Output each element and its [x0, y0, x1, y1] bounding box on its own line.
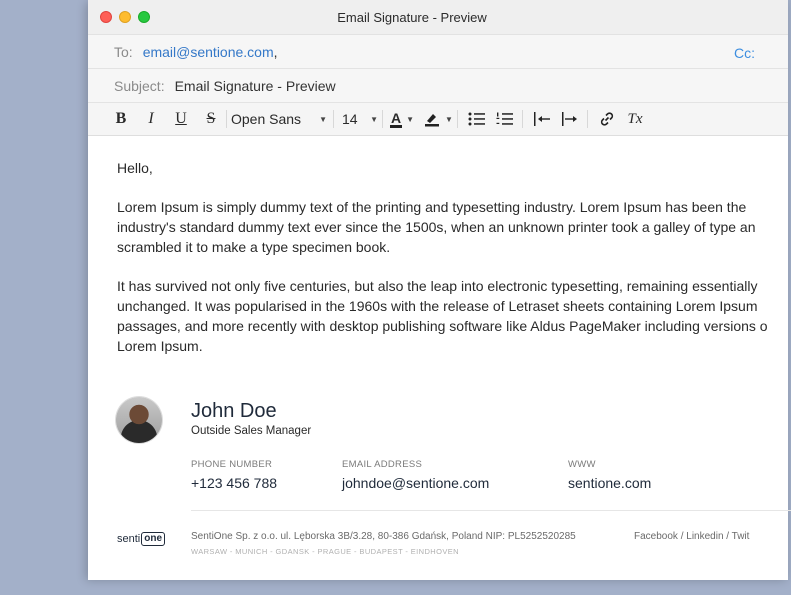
- to-separator: ,: [273, 43, 278, 60]
- title-bar: [88, 0, 788, 35]
- font-family-value: Open Sans: [231, 111, 302, 127]
- greeting: Hello,: [117, 160, 153, 176]
- subject-field[interactable]: Email Signature - Preview: [174, 77, 336, 94]
- text-line: Lorem Ipsum is simply dummy text of the printing and typesetting industry. Lorem Ipsum has been the: [117, 199, 747, 215]
- text-line: Lorem Ipsum.: [117, 338, 203, 354]
- toolbar-divider: [522, 110, 523, 128]
- company-info: SentiOne Sp. z o.o. ul. Lęborska 3B/3.28, 80-386 Gdańsk, Poland NIP: PL5252520285: [191, 531, 576, 542]
- office-cities: WARSAW - MUNICH - GDANSK - PRAGUE - BUDAPEST - EINDHOVEN: [191, 547, 459, 556]
- numbered-list-button[interactable]: [492, 107, 518, 131]
- font-size-value: 14: [342, 111, 358, 127]
- toolbar-divider: [587, 110, 588, 128]
- bold-button[interactable]: B: [115, 110, 127, 127]
- www-value[interactable]: sentione.com: [568, 475, 652, 491]
- phone-label: PHONE NUMBER: [191, 459, 273, 470]
- signature-name: John Doe: [191, 400, 277, 422]
- text-line: It has survived not only five centuries, but also the leap into electronic typesetting, remaining essentially: [117, 278, 758, 294]
- clear-formatting-icon: Tx: [627, 110, 643, 127]
- email-label: EMAIL ADDRESS: [342, 459, 423, 470]
- indent-icon: [561, 112, 579, 126]
- to-label: To:: [114, 43, 133, 60]
- chevron-down-icon: ▼: [406, 114, 415, 124]
- indent-button[interactable]: [557, 107, 583, 131]
- email-value[interactable]: johndoe@sentione.com: [342, 475, 490, 491]
- email-signature: [88, 375, 788, 595]
- window-title: Email Signature - Preview: [337, 10, 487, 25]
- mail-compose-window: [88, 0, 788, 580]
- bulleted-list-button[interactable]: [464, 107, 490, 131]
- text-color-button[interactable]: [387, 107, 417, 131]
- social-links[interactable]: Facebook / Linkedin / Twit: [634, 531, 750, 542]
- to-recipient[interactable]: email@sentione.com: [142, 43, 274, 60]
- chevron-down-icon: ▼: [445, 114, 453, 124]
- www-label: WWW: [568, 459, 596, 470]
- signature-role: Outside Sales Manager: [191, 425, 312, 437]
- highlighter-icon: [423, 111, 441, 127]
- text-line: passages, and more recently with desktop publishing software like Aldus PageMaker including versions o: [117, 318, 768, 334]
- text-line: unchanged. It was popularised in the 1960s with the release of Letraset sheets containing Lorem Ipsum: [117, 298, 758, 314]
- to-row: [88, 35, 788, 69]
- text-color-icon: A: [390, 109, 402, 126]
- bulleted-list-icon: [468, 112, 486, 126]
- toolbar-divider: [382, 110, 383, 128]
- phone-value[interactable]: +123 456 788: [191, 475, 278, 491]
- italic-button[interactable]: I: [148, 110, 154, 127]
- sentione-logo: [117, 532, 165, 546]
- message-body[interactable]: [88, 136, 788, 356]
- font-family-select[interactable]: [231, 107, 329, 131]
- logo-box-text: one: [141, 532, 165, 546]
- text-line: scrambled it to make a type specimen book.: [117, 239, 391, 255]
- chevron-down-icon: ▼: [319, 114, 327, 124]
- link-icon: [599, 111, 615, 127]
- toolbar-divider: [457, 110, 458, 128]
- subject-label: Subject:: [114, 77, 165, 94]
- insert-link-button[interactable]: [594, 107, 620, 131]
- body-paragraph-2: [117, 276, 788, 356]
- underline-button[interactable]: U: [175, 110, 187, 127]
- logo-text: senti: [117, 533, 141, 545]
- body-paragraph-1: [117, 197, 788, 257]
- toolbar-divider: [333, 110, 334, 128]
- format-toolbar: [88, 103, 788, 136]
- outdent-icon: [533, 112, 551, 126]
- highlight-color-button[interactable]: [423, 107, 453, 131]
- signature-divider: [191, 510, 791, 511]
- text-line: industry's standard dummy text ever since the 1500s, when an unknown printer took a galley of type an: [117, 219, 756, 235]
- strikethrough-button[interactable]: S: [206, 110, 216, 127]
- font-size-select[interactable]: [342, 107, 378, 131]
- outdent-button[interactable]: [529, 107, 555, 131]
- numbered-list-icon: [496, 112, 514, 126]
- cc-button[interactable]: Cc:: [734, 45, 755, 61]
- clear-formatting-button[interactable]: [622, 107, 648, 131]
- subject-row: [88, 69, 788, 103]
- chevron-down-icon: ▼: [370, 114, 378, 124]
- avatar: [116, 397, 162, 443]
- toolbar-divider: [226, 110, 227, 128]
